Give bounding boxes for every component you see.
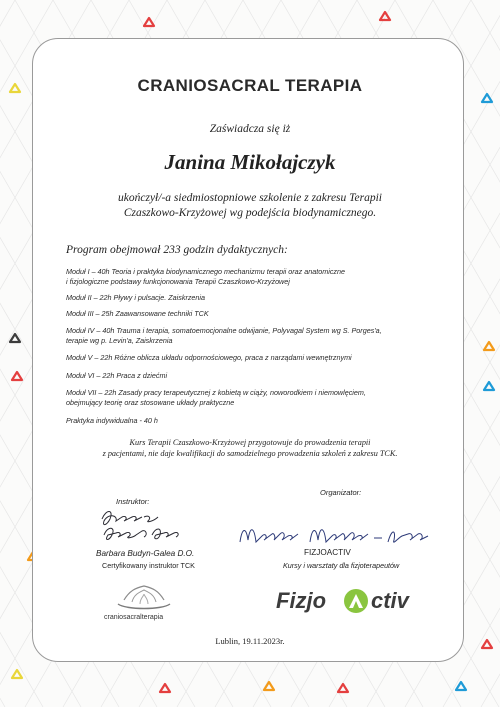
completion-statement — [60, 191, 440, 221]
decorative-triangle-icon — [160, 684, 170, 692]
activ-text: ctiv — [371, 588, 409, 613]
issue-date: Lublin, 19.11.2023r. — [215, 636, 285, 646]
program-intro: Program obejmował 233 godzin dydaktycznych: — [66, 244, 288, 256]
attests-text: Zaświadcza się iż — [209, 123, 291, 135]
instructor-signature — [96, 505, 206, 547]
module-4 — [66, 326, 446, 346]
module-5: Moduł V – 22h Różne oblicza układu odpornościowego, praca z narządami wewnętrznymi — [66, 353, 352, 362]
organizer-name: FIZJOACTIV — [304, 548, 351, 557]
decorative-triangle-icon — [380, 12, 390, 20]
decorative-triangle-icon — [484, 382, 494, 390]
fizjo-text: Fizjo — [276, 588, 327, 613]
decorative-triangle-icon — [12, 372, 22, 380]
module-2: Moduł II – 22h Pływy i pulsacje. Zaiskrzenia — [66, 293, 206, 302]
module-6: Moduł VI – 22h Praca z dziećmi — [66, 371, 168, 380]
organizer-role: Kursy i warsztaty dla fizjoterapeutów — [283, 561, 400, 570]
decorative-triangle-icon — [12, 670, 22, 678]
decorative-triangle-icon — [264, 682, 274, 690]
instructor-name: Barbara Budyn-Galea D.O. — [96, 549, 195, 558]
pattern-line — [481, 0, 500, 707]
organizer-label: Organizator: — [320, 488, 362, 497]
instructor-label: Instruktor: — [116, 497, 150, 506]
module-7-line-2: obejmujący teorię oraz stosowane układy praktyczne — [66, 398, 235, 407]
module-1-line-1: Moduł I – 40h Teoria i praktyka biodynamicznego mechanizmu terapii oraz anatomiczne — [66, 267, 345, 276]
closing-statement — [70, 437, 430, 459]
decorative-triangle-icon — [484, 342, 494, 350]
fizjoactiv-logo — [276, 588, 436, 614]
module-1 — [66, 267, 446, 287]
recipient-name: Janina Mikołajczyk — [164, 150, 336, 174]
pattern-line — [0, 0, 15, 707]
module-7 — [66, 388, 446, 408]
module-4-line-2: terapie wg p. Levin'a, Zaiskrzenia — [66, 336, 173, 345]
completion-line-2: Czaszkowo-Krzyżowej wg podejścia biodynamicznego. — [123, 207, 377, 219]
instructor-role: Certyfikowany instruktor TCK — [102, 561, 195, 570]
decorative-triangle-icon — [456, 682, 466, 690]
fizjoactiv-a-icon — [342, 588, 370, 614]
decorative-triangle-icon — [144, 18, 154, 26]
craniosacral-logo-icon — [112, 582, 176, 612]
organizer-signature — [236, 518, 432, 552]
module-7-line-1: Moduł VII – 22h Zasady pracy terapeutycznej z kobietą w ciąży, noworodkiem i niemowlęciem, — [66, 388, 366, 397]
certificate-title: CRANIOSACRAL TERAPIA — [137, 76, 363, 95]
module-3: Moduł III – 25h Zaawansowane techniki TCK — [66, 309, 209, 318]
craniosacral-logo-text: craniosacralterapia — [104, 614, 164, 621]
module-4-line-1: Moduł IV – 40h Trauma i terapia, somatoemocjonalne odwijanie, Polyvagal System wg S. Porges'a, — [66, 326, 382, 335]
individual-practice: Praktyka indywidualna - 40 h — [66, 416, 158, 425]
completion-line-1: ukończył/-a siedmiostopniowe szkolenie z zakresu Terapii — [118, 192, 382, 204]
decorative-triangle-icon — [338, 684, 348, 692]
closing-line-1: Kurs Terapii Czaszkowo-Krzyżowej przygotowuje do prowadzenia terapii — [129, 438, 371, 447]
module-1-line-2: i fizjologiczne podstawy funkcjonowania Terapii Czaszkowo-Krzyżowej — [66, 277, 290, 286]
closing-line-2: z pacjentami, nie daje kwalifikacji do samodzielnego prowadzenia szkoleń z zakresu TCK. — [102, 449, 398, 458]
